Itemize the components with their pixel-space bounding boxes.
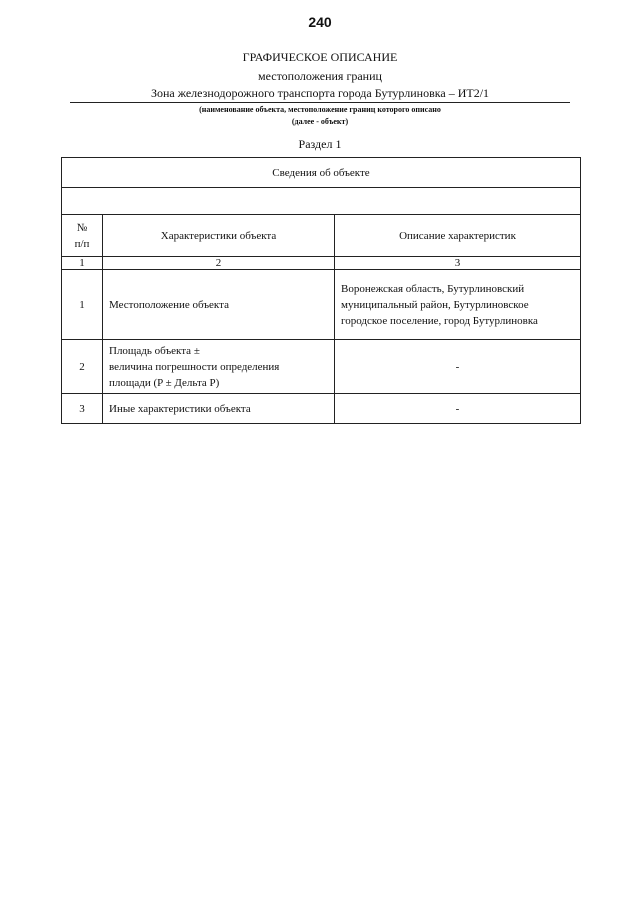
row-description-line: - xyxy=(455,402,460,415)
row-description xyxy=(335,270,581,340)
object-note-line-2: (далее - объект) xyxy=(291,117,349,126)
row-characteristic-line: Местоположение объекта xyxy=(109,298,229,311)
table-header-row xyxy=(62,215,581,257)
table-caption-row xyxy=(62,158,581,188)
header-characteristics: Характеристики объекта xyxy=(103,215,335,257)
row-characteristic-line: Иные характеристики объекта xyxy=(109,402,251,415)
row-description xyxy=(335,394,581,424)
page-number: 240 xyxy=(308,14,332,30)
row-description-line: Воронежская область, Бутурлиновский xyxy=(341,282,525,295)
column-number-row xyxy=(62,257,581,270)
object-name: Зона железнодорожного транспорта города Бутурлиновка – ИТ2/1 xyxy=(70,86,570,103)
row-characteristic xyxy=(103,340,335,394)
document-subtitle: местоположения границ xyxy=(258,69,382,83)
row-num: 2 xyxy=(62,340,103,394)
document-title: ГРАФИЧЕСКОЕ ОПИСАНИЕ xyxy=(242,50,398,64)
header-num-line-1: № xyxy=(76,221,88,234)
table-empty-row xyxy=(62,188,581,215)
row-characteristic xyxy=(103,394,335,424)
header-num xyxy=(62,215,103,257)
section-label: Раздел 1 xyxy=(298,137,342,151)
object-note xyxy=(0,104,640,128)
row-num: 3 xyxy=(62,394,103,424)
row-characteristic xyxy=(103,270,335,340)
table-row xyxy=(62,270,581,340)
column-number: 1 xyxy=(62,257,103,270)
object-info-table xyxy=(61,157,581,424)
column-number: 3 xyxy=(335,257,581,270)
row-characteristic-line: площади (P ± Дельта P) xyxy=(109,376,220,389)
column-number: 2 xyxy=(103,257,335,270)
row-num: 1 xyxy=(62,270,103,340)
table-row xyxy=(62,394,581,424)
header-description: Описание характеристик xyxy=(335,215,581,257)
table-empty-cell xyxy=(62,188,581,215)
object-note-line-1: (наименование объекта, местоположение границ которого описано xyxy=(199,105,441,114)
row-characteristic-line: Площадь объекта ± xyxy=(109,344,200,357)
row-description-line: городское поселение, город Бутурлиновка xyxy=(341,314,538,327)
row-description xyxy=(335,340,581,394)
table-row xyxy=(62,340,581,394)
header-num-line-2: п/п xyxy=(74,237,90,250)
row-description-line: муниципальный район, Бутурлиновское xyxy=(341,298,529,311)
row-description-line: - xyxy=(455,360,460,373)
table-caption: Сведения об объекте xyxy=(62,158,581,188)
row-characteristic-line: величина погрешности определения xyxy=(109,360,280,373)
